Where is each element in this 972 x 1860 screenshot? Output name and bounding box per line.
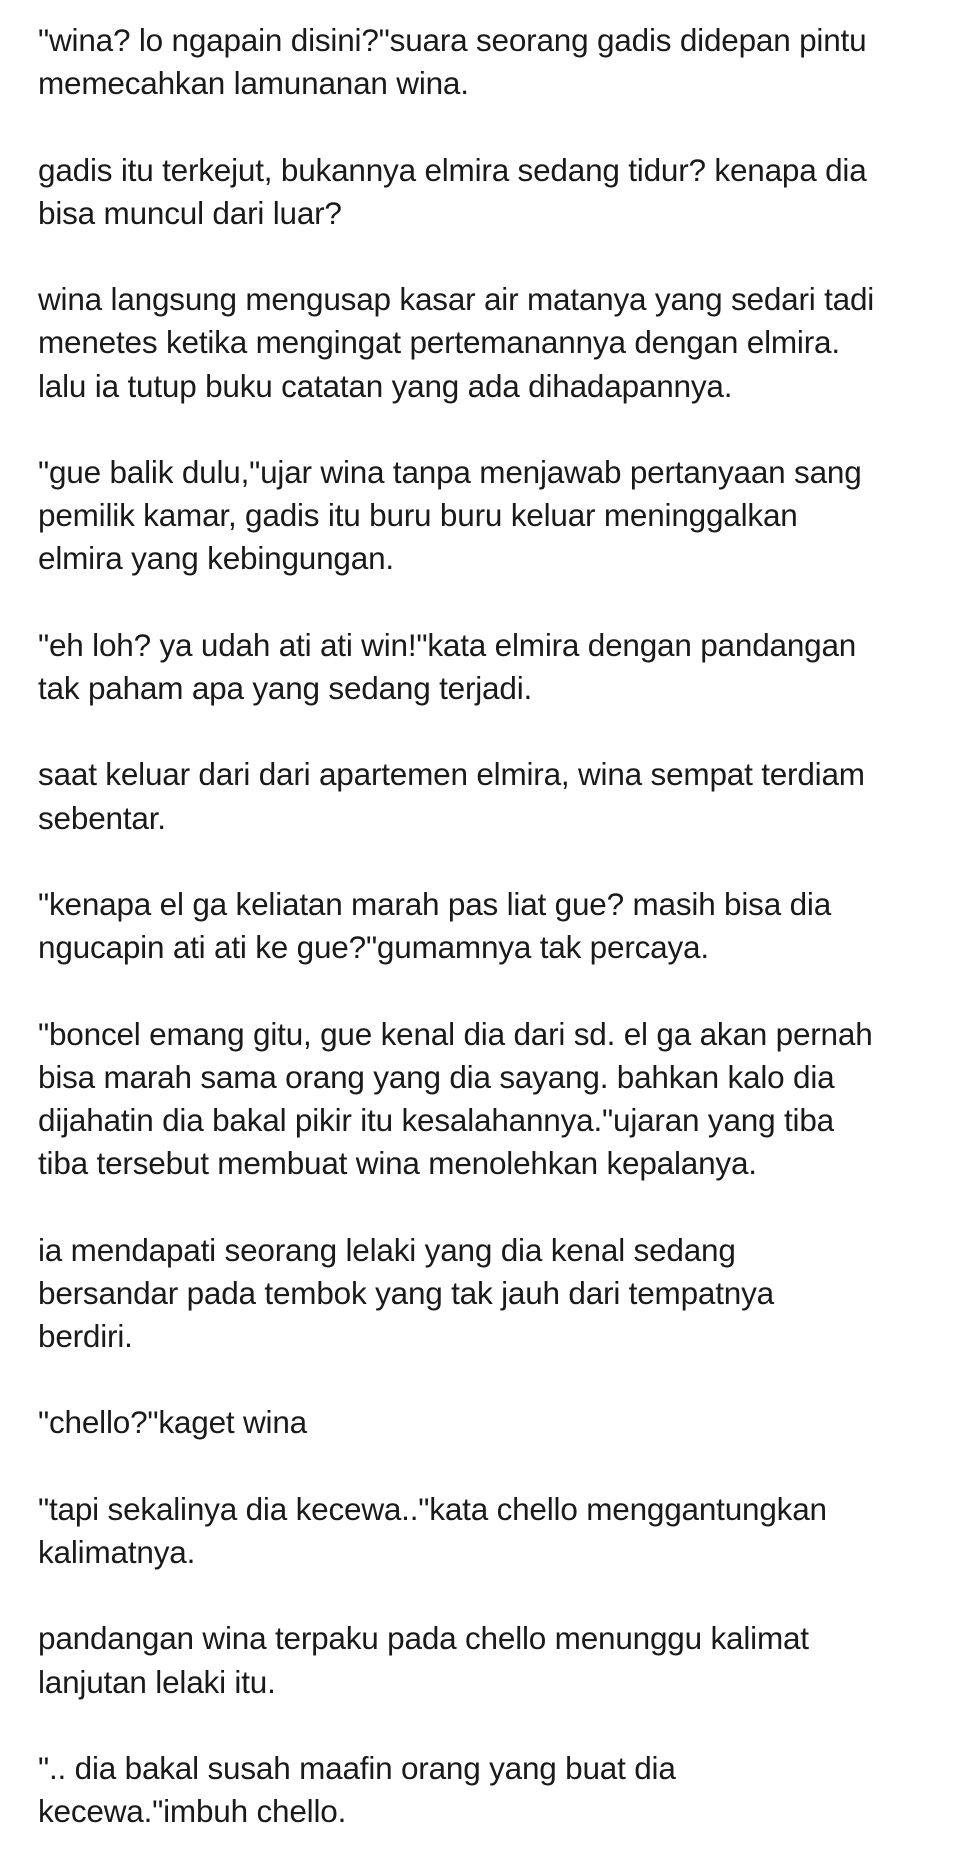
text-line: bisa marah sama orang yang dia sayang. bahkan kalo dia: [38, 1058, 835, 1095]
text-line: "gue balik dulu,"ujar wina tanpa menjawab pertanyaan sang: [38, 453, 862, 490]
text-line: "boncel emang gitu, gue kenal dia dari sd. el ga akan pernah: [38, 1015, 873, 1052]
story-paragraph: [38, 1013, 938, 1186]
text-line: kecewa."imbuh chello.: [38, 1793, 347, 1830]
text-line: bisa muncul dari luar?: [38, 194, 342, 231]
text-line: gadis itu terkejut, bukannya elmira sedang tidur? kenapa dia: [38, 151, 867, 188]
text-line: wina langsung mengusap kasar air matanya yang sedari tadi: [38, 281, 875, 318]
text-line: "chello?"kaget wina: [38, 1404, 307, 1441]
text-line: "tapi sekalinya dia kecewa.."kata chello menggantungkan: [38, 1490, 827, 1527]
text-line: dijahatin dia bakal pikir itu kesalahannya."ujaran yang tiba: [38, 1101, 834, 1138]
text-line: bersandar pada tembok yang tak jauh dari tempatnya: [38, 1274, 774, 1311]
text-line: pandangan wina terpaku pada chello menunggu kalimat: [38, 1620, 809, 1657]
story-paragraph: [38, 1229, 938, 1359]
story-paragraph: [38, 1401, 938, 1444]
text-line: saat keluar dari dari apartemen elmira, wina sempat terdiam: [38, 756, 865, 793]
text-line: elmira yang kebingungan.: [38, 540, 394, 577]
text-line: "kenapa el ga keliatan marah pas liat gue? masih bisa dia: [38, 885, 832, 922]
story-paragraph: [38, 1617, 938, 1703]
story-paragraph: [38, 149, 938, 235]
story-paragraph: [38, 278, 938, 408]
text-line: sebentar.: [38, 799, 166, 836]
story-paragraph: [38, 1747, 938, 1833]
text-line: "eh loh? ya udah ati ati win!"kata elmira dengan pandangan: [38, 626, 857, 663]
text-line: tak paham apa yang sedang terjadi.: [38, 669, 533, 706]
text-line: tiba tersebut membuat wina menolehkan kepalanya.: [38, 1145, 757, 1182]
story-paragraph: [38, 624, 938, 710]
story-paragraph: [38, 19, 938, 105]
story-text: [38, 19, 938, 1833]
text-line: ia mendapati seorang lelaki yang dia kenal sedang: [38, 1231, 736, 1268]
text-line: lalu ia tutup buku catatan yang ada dihadapannya.: [38, 367, 733, 404]
text-line: ".. dia bakal susah maafin orang yang buat dia: [38, 1749, 676, 1786]
text-line: menetes ketika mengingat pertemanannya dengan elmira.: [38, 324, 840, 361]
text-line: berdiri.: [38, 1317, 133, 1354]
story-paragraph: [38, 753, 938, 839]
text-line: lanjutan lelaki itu.: [38, 1663, 276, 1700]
text-line: "wina? lo ngapain disini?"suara seorang gadis didepan pintu: [38, 22, 867, 58]
story-paragraph: [38, 451, 938, 581]
text-line: memecahkan lamunanan wina.: [38, 65, 469, 102]
text-line: ngucapin ati ati ke gue?"gumamnya tak percaya.: [38, 929, 709, 966]
story-paragraph: [38, 1488, 938, 1574]
story-paragraph: [38, 883, 938, 969]
text-line: pemilik kamar, gadis itu buru buru keluar meninggalkan: [38, 497, 798, 534]
text-line: kalimatnya.: [38, 1533, 196, 1570]
